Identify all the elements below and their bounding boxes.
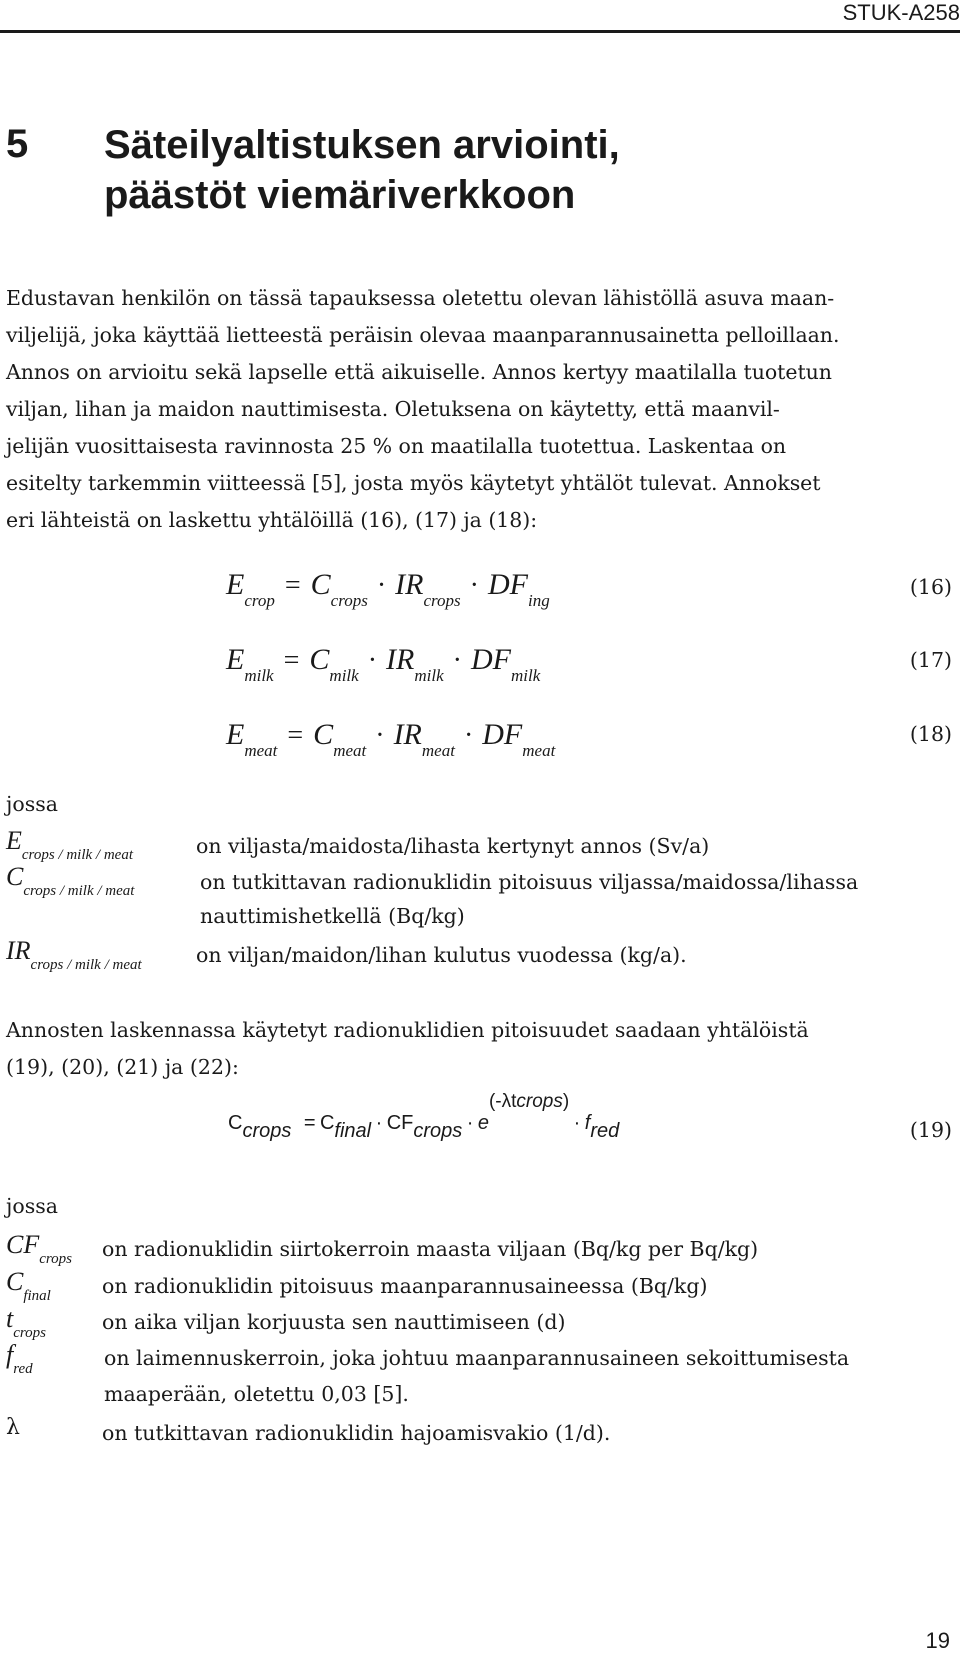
eq-symbol: DF [487,568,528,601]
equation-number: (19) [909,1118,952,1142]
eq-dot: · [466,1112,474,1134]
eq-dot: · [367,645,378,676]
def-symbol: CF [6,1230,40,1259]
def-subscript: crops / milk / meat [30,957,142,973]
eq-equals: = [284,570,301,601]
eq-dot: · [452,645,462,676]
def-text: on aika viljan korjuusta sen nauttimiseen (d) [102,1310,566,1334]
eq-symbol: E [226,643,245,676]
eq-subscript: red [590,1120,620,1142]
eq-exponent [489,1091,569,1112]
eq-exponent-sub: crops [516,1091,563,1112]
paragraph-line: viljan, lihan ja maidon nauttimisesta. Oletuksena on käytetty, että maanvil- [6,397,780,421]
paragraph-line: Edustavan henkilön on tässä tapauksessa oletettu olevan lähistöllä asuva maan- [6,286,835,310]
def-symbol-c [6,862,135,899]
def-symbol-lambda: λ [6,1415,20,1440]
chapter-title [104,120,904,220]
paragraph [6,1012,956,1086]
where-label: jossa [6,1194,58,1218]
eq-equals: = [303,1112,316,1134]
eq-subscript: crop [244,591,275,610]
paragraph-line: viljelijä, joka käyttää lietteestä peräisin olevaa maanparannusainetta pelloillaan. [6,323,840,347]
eq-symbol: C [319,1112,335,1134]
chapter-number: 5 [6,122,29,166]
header-rule [0,30,960,33]
paragraph-line: eri lähteistä on laskettu yhtälöillä (16), (17) ja (18): [6,508,538,532]
def-subscript: red [13,1361,33,1377]
eq-subscript: ing [527,591,550,610]
eq-symbol: E [226,568,245,601]
eq-subscript: meat [244,741,278,760]
def-symbol: t [6,1304,14,1333]
where-label: jossa [6,792,58,816]
def-text: on tutkittavan radionuklidin pitoisuus viljassa/maidossa/lihassa [200,870,859,894]
def-symbol-c-final [6,1267,51,1304]
def-symbol-cf [6,1230,73,1267]
eq-dot: · [375,720,385,751]
equation-17 [226,643,540,703]
def-subscript: crops / milk / meat [21,847,133,863]
eq-equals: = [283,645,300,676]
eq-subscript: meat [522,741,556,760]
report-id: STUK-A258 [842,0,960,25]
def-text: on laimennuskerroin, joka johtuu maanparannusaineen sekoittumisesta [104,1346,850,1370]
eq-subscript: crops [242,1120,292,1142]
def-symbol: C [6,1267,24,1296]
eq-subscript: milk [329,666,359,685]
paragraph-line: (19), (20), (21) ja (22): [6,1055,239,1079]
paragraph-line: esitelty tarkemmin viitteessä [5], josta myös käytetyt yhtälöt tulevat. Annokset [6,471,821,495]
eq-symbol: C [309,643,330,676]
paragraph-line: Annosten laskennassa käytetyt radionuklidien pitoisuudet saadaan yhtälöistä [6,1018,809,1042]
def-symbol-e [6,826,133,863]
def-text: nauttimishetkellä (Bq/kg) [200,904,465,928]
paragraph-line: jelijän vuosittaisesta ravinnosta 25 % on maatilalla tuotettua. Laskentaa on [6,434,787,458]
eq-symbol: CF [386,1112,414,1134]
eq-dot: · [469,570,479,601]
eq-subscript: meat [333,741,367,760]
chapter-title-line: päästöt viemäriverkkoon [104,173,576,217]
eq-symbol: C [313,718,334,751]
eq-exponent-open: (-λt [488,1091,517,1112]
def-text: on viljasta/maidosta/lihasta kertynyt annos (Sv/a) [196,834,710,858]
def-symbol-f [6,1340,33,1377]
eq-subscript: crops [413,1120,463,1142]
eq-equals: = [287,720,304,751]
page-number: 19 [925,1628,950,1653]
equation-number: (16) [909,575,952,599]
eq-symbol: e [477,1112,489,1134]
eq-dot: · [573,1112,581,1134]
paragraph-line: Annos on arvioitu sekä lapselle että aikuiselle. Annos kertyy maatilalla tuotetun [6,360,832,384]
def-text: on radionuklidin siirtokerroin maasta viljaan (Bq/kg per Bq/kg) [102,1237,759,1261]
eq-symbol: f [584,1112,591,1134]
eq-subscript: milk [244,666,274,685]
eq-subscript: final [334,1120,372,1142]
def-symbol: E [6,826,22,855]
eq-dot: · [375,1112,383,1134]
equation-16 [226,568,550,628]
eq-symbol: C [310,568,331,601]
eq-subscript: crops [330,591,368,610]
def-subscript: final [23,1288,51,1304]
intro-paragraph [6,280,956,539]
def-symbol: f [6,1340,14,1369]
def-symbol-ir [6,936,142,973]
def-text: maaperään, oletettu 0,03 [5]. [104,1382,409,1406]
eq-symbol: IR [395,568,424,601]
eq-subscript: meat [421,741,455,760]
def-symbol: IR [6,936,31,965]
eq-symbol: IR [386,643,415,676]
def-subscript: crops [13,1325,47,1341]
equation-19 [228,1091,620,1172]
eq-subscript: milk [414,666,444,685]
eq-symbol: DF [482,718,523,751]
eq-dot: · [376,570,387,601]
chapter-title-line: Säteilyaltistuksen arviointi, [104,123,620,167]
eq-symbol: C [228,1112,243,1134]
def-text: on viljan/maidon/lihan kulutus vuodessa (kg/a). [196,943,687,967]
eq-dot: · [463,720,474,751]
def-subscript: crops / milk / meat [23,883,135,899]
eq-symbol: IR [393,718,422,751]
equation-18 [226,718,555,778]
def-text: on radionuklidin pitoisuus maanparannusaineessa (Bq/kg) [102,1274,708,1298]
eq-symbol: DF [470,643,511,676]
equation-number: (18) [909,722,952,746]
eq-exponent-close: ) [562,1091,570,1112]
def-symbol-t [6,1304,47,1341]
eq-subscript: milk [510,666,541,685]
def-symbol: C [6,862,24,891]
eq-subscript: crops [423,591,461,610]
def-subscript: crops [39,1251,73,1267]
eq-symbol: E [226,718,245,751]
def-text: on tutkittavan radionuklidin hajoamisvakio (1/d). [102,1421,611,1445]
equation-number: (17) [909,648,952,672]
